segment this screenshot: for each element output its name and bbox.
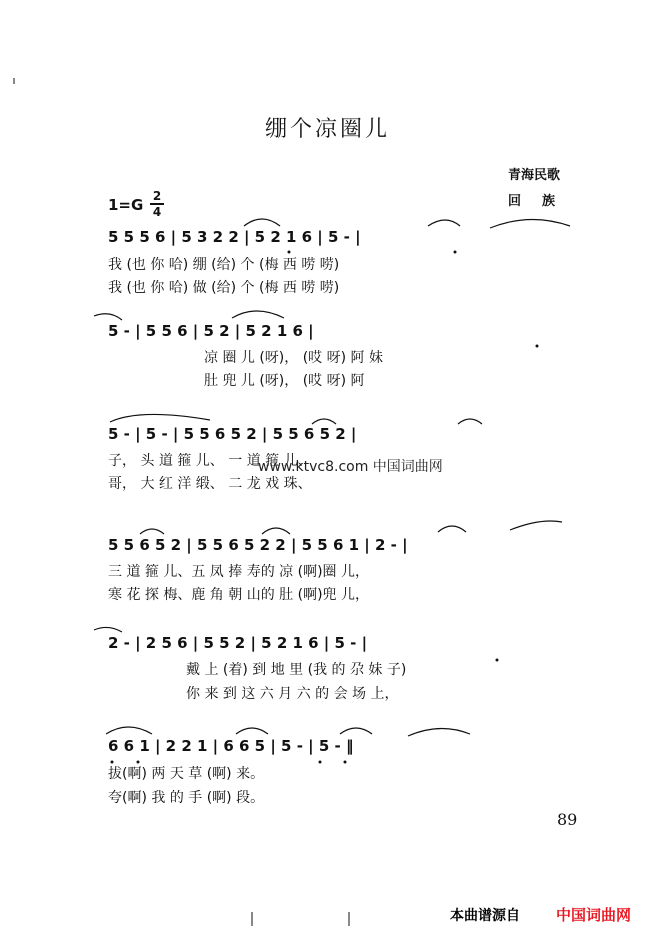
- key-signature: 1=G: [108, 196, 144, 214]
- dot-mark: [344, 761, 347, 764]
- row-6-lyric-1: 拔(啊) 两 天 草 (啊) 来。: [108, 766, 265, 782]
- slur-mark: [232, 311, 284, 318]
- row-1-notes: 5 5 5 6 | 5 3 2 2 | 5 2 1 6 | 5 - |: [108, 228, 361, 246]
- time-signature-top: 2: [152, 189, 162, 203]
- row-5-lyric-1: 戴 上 (着) 到 地 里 (我 的 尕 妹 子): [186, 662, 407, 678]
- slur-mark: [490, 219, 570, 228]
- row-1-lyric-2: 我 (也 你 哈) 做 (给) 个 (梅 西 唠 唠): [108, 280, 340, 296]
- row-5-notes: 2 - | 2 5 6 | 5 5 2 | 5 2 1 6 | 5 - |: [108, 634, 368, 652]
- dot-mark: [319, 761, 322, 764]
- slur-mark: [510, 521, 562, 530]
- song-title: 绷个凉圈儿: [264, 117, 390, 142]
- row-4-lyric-1: 三 道 箍 儿、五 凤 捧 寿的 凉 (啊)圈 儿，: [108, 564, 369, 580]
- dot-mark: [454, 251, 457, 254]
- row-3-lyric-2: 哥， 大 红 洋 缎、 二 龙 戏 珠、: [108, 476, 312, 492]
- footer-source-prefix: 本曲谱源自: [450, 908, 520, 924]
- page-number: 89: [557, 810, 578, 829]
- row-3-lyric-1: 子， 头 道 箍 儿、 一 道 箍 儿、: [108, 453, 312, 469]
- row-5-lyric-2: 你 来 到 这 六 月 六 的 会 场 上，: [186, 686, 399, 702]
- row-4-lyric-2: 寒 花 探 梅、鹿 角 朝 山的 肚 (啊)兜 儿，: [108, 587, 369, 603]
- row-4-notes: 5 5 6 5 2 | 5 5 6 5 2 2 | 5 5 6 1 | 2 - |: [108, 536, 408, 554]
- slur-mark: [236, 728, 268, 734]
- slur-mark: [312, 419, 336, 424]
- slur-mark: [408, 728, 470, 736]
- dot-mark: [111, 761, 114, 764]
- dot-mark: [496, 659, 499, 662]
- row-3-notes: 5 - | 5 - | 5 5 6 5 2 | 5 5 6 5 2 |: [108, 425, 357, 443]
- source-genre: 青海民歌: [508, 168, 561, 183]
- row-2-lyric-1: 凉 圈 儿 (呀)， (哎 呀) 阿 妹: [204, 350, 383, 366]
- slur-mark: [106, 727, 152, 734]
- dot-mark: [536, 345, 539, 348]
- slur-mark: [140, 529, 164, 534]
- source-ethnicity: 回 族: [508, 194, 560, 209]
- footer-site-link[interactable]: 中国词曲网: [556, 906, 632, 924]
- row-2-notes: 5 - | 5 5 6 | 5 2 | 5 2 1 6 |: [108, 322, 314, 340]
- slur-mark: [94, 627, 122, 632]
- slur-mark: [110, 414, 210, 422]
- row-6-lyric-2: 夸(啊) 我 的 手 (啊) 段。: [108, 790, 265, 806]
- row-2-lyric-2: 肚 兜 儿 (呀)， (哎 呀) 阿: [204, 373, 365, 389]
- time-signature-bottom: 4: [152, 204, 162, 219]
- slur-mark: [94, 314, 122, 320]
- dot-mark: [288, 251, 291, 254]
- dot-mark: [137, 761, 140, 764]
- slur-mark: [244, 219, 280, 226]
- slur-mark: [340, 728, 372, 734]
- row-1-lyric-1: 我 (也 你 哈) 绷 (给) 个 (梅 西 唠 唠): [108, 257, 340, 273]
- watermark: www.ktvc8.com 中国词曲网: [258, 459, 443, 475]
- slur-mark: [438, 526, 466, 532]
- slur-mark: [262, 528, 290, 534]
- row-6-notes: 6 6 1 | 2 2 1 | 6 6 5 | 5 - | 5 - ‖: [108, 737, 354, 755]
- slur-mark: [458, 419, 482, 424]
- slur-mark: [428, 220, 460, 226]
